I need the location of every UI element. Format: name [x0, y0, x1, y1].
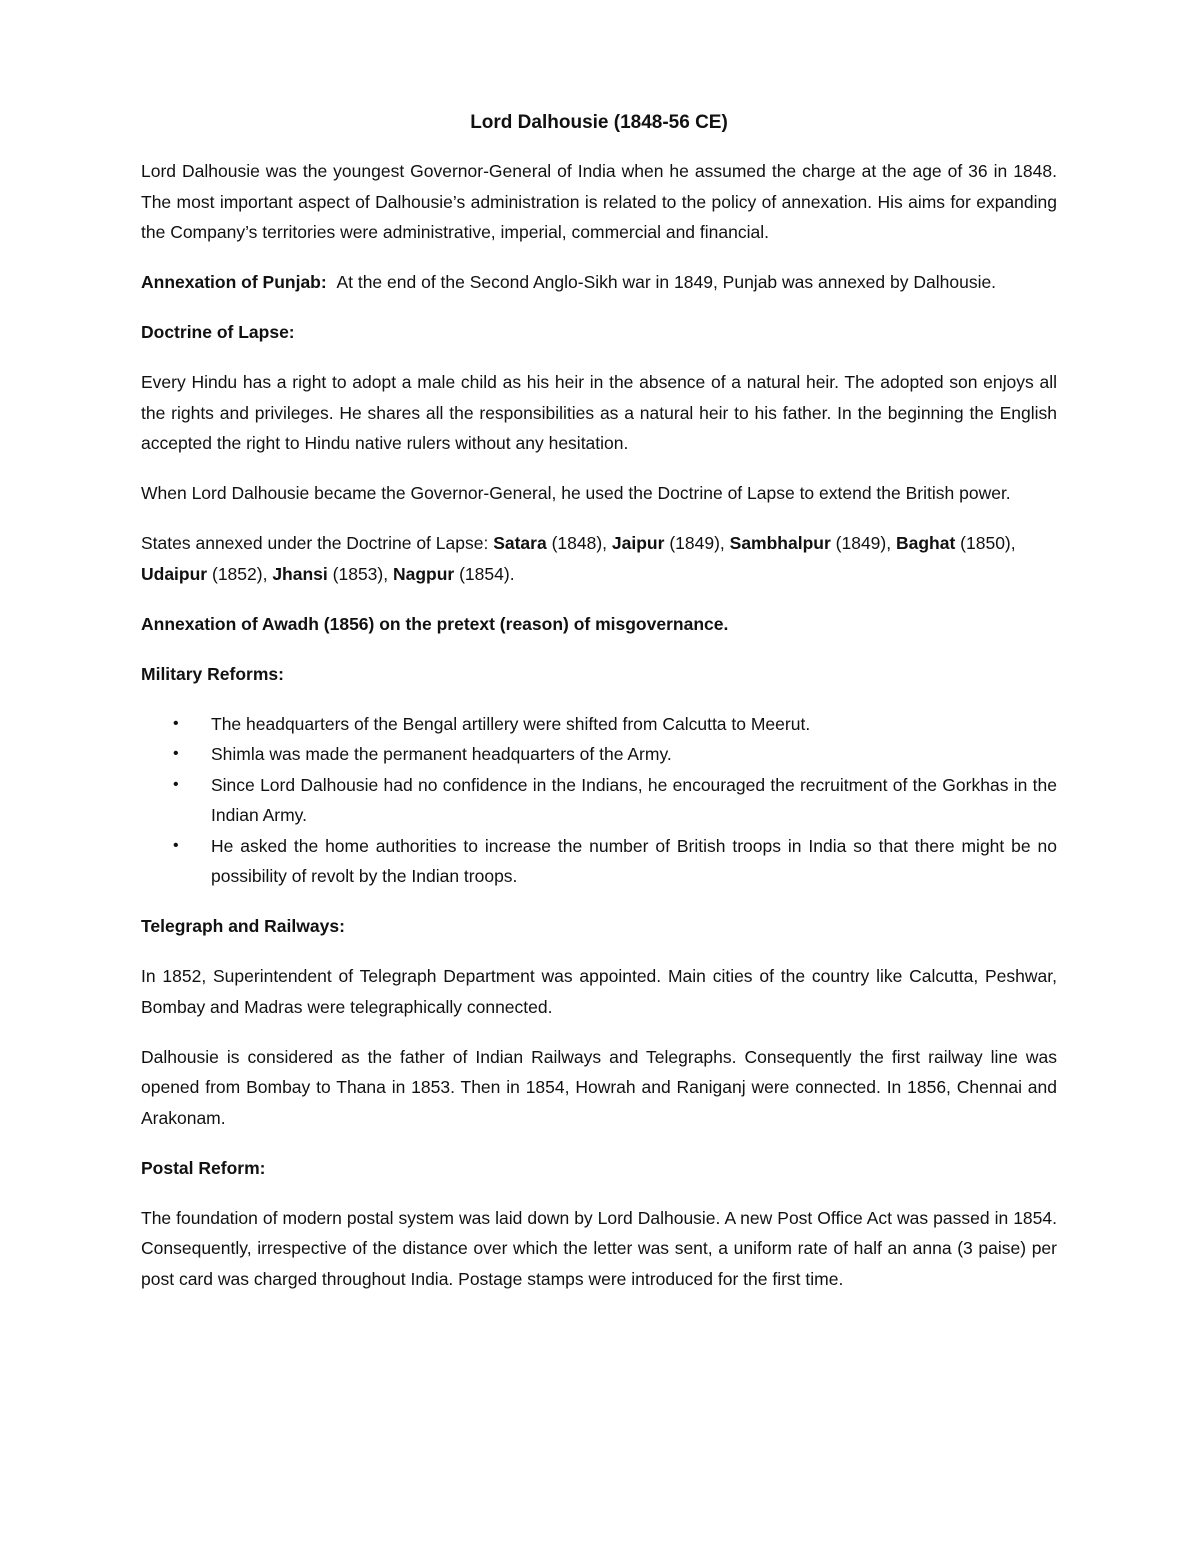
state-year: (1850) [960, 533, 1011, 553]
page-title: Lord Dalhousie (1848-56 CE) [470, 112, 728, 133]
list-item-text: The headquarters of the Bengal artillery were shifted from Calcutta to Meerut. [211, 713, 811, 734]
state-year: (1849) [669, 533, 720, 553]
bullet-icon: • [173, 745, 179, 762]
lapse-heading: Doctrine of Lapse: [141, 322, 295, 342]
lapse-paragraph-1: Every Hindu has a right to adopt a male child as his heir in the absence of a natural heir. The adopted son enjoys all the rights and privileges. He shares all the responsibilities as a natural heir to his father. In the beginning the English accepted the right to Hindu native rulers without any hesitation. [141, 372, 1057, 453]
list-item [141, 770, 1057, 831]
military-list [141, 709, 1057, 892]
punjab-text: At the end of the Second Anglo-Sikh war in 1849, Punjab was annexed by Dalhousie. [336, 272, 997, 292]
state-name: Baghat [895, 533, 956, 553]
state-name: Udaipur [141, 563, 208, 584]
awadh-heading: Annexation of Awadh (1856) on the pretext (reason) of misgovernance. [141, 613, 729, 634]
states-paragraph: States annexed under the Doctrine of Lapse: Satara (1848), Jaipur (1849), Sambhalpur (1849), Baghat (1850), Udaipur (1852), Jhansi (1853), Nagpur (1854). [141, 533, 1016, 584]
list-item [141, 739, 1057, 770]
telegraph-paragraph-2: Dalhousie is considered as the father of Indian Railways and Telegraphs. Consequently the first railway line was opened from Bombay to Thana in 1853. Then in 1854, Howrah and Raniganj were connected. In 1856, Chennai and Arakonam. [141, 1046, 1057, 1128]
state-name: Satara [493, 533, 547, 553]
punjab-heading: Annexation of Punjab: [141, 272, 327, 292]
telegraph-paragraph-1: In 1852, Superintendent of Telegraph Department was appointed. Main cities of the country like Calcutta, Peshwar, Bombay and Madras were telegraphically connected. [141, 966, 1057, 1017]
bullet-icon: • [173, 836, 179, 854]
lapse-paragraph-2: When Lord Dalhousie became the Governor-General, he used the Doctrine of Lapse to extend the British power. [141, 483, 1011, 503]
intro-paragraph: Lord Dalhousie was the youngest Governor-General of India when he assumed the charge at the age of 36 in 1848. The most important aspect of Dalhousie’s administration is related to the policy of annexation. His aims for expanding the Company’s territories were administrative, imperial, commercial and financial. [141, 161, 1057, 242]
list-item-text: Since Lord Dalhousie had no confidence in the Indians, he encouraged the recruitment of the Gorkhas in the Indian Army. [211, 774, 1057, 825]
bullet-icon: • [173, 775, 179, 793]
document-body [141, 110, 1057, 1314]
state-name: Jhansi [272, 563, 328, 584]
states-intro: States annexed under the Doctrine of Lapse: [141, 533, 494, 553]
list-item [141, 831, 1057, 892]
list-item-text: He asked the home authorities to increase the number of British troops in India so that there might be no possibility of revolt by the Indian troops. [211, 835, 1057, 886]
state-year: (1849) [835, 533, 887, 553]
state-year: (1852) [212, 563, 263, 584]
list-item-text: Shimla was made the permanent headquarters of the Army. [211, 744, 672, 764]
telegraph-heading: Telegraph and Railways: [141, 916, 345, 936]
list-item [141, 709, 1057, 740]
state-name: Jaipur [611, 533, 665, 553]
postal-paragraph: The foundation of modern postal system was laid down by Lord Dalhousie. A new Post Office Act was passed in 1854. Consequently, irrespective of the distance over which the letter was sent, a uniform rate of half an anna (3 paise) per post card was charged throughout India. Postage stamps were introduced for the first time. [141, 1207, 1057, 1289]
state-name: Sambhalpur [729, 533, 831, 553]
state-year: (1854) [459, 563, 510, 584]
state-year: (1853) [332, 563, 384, 584]
postal-heading: Postal Reform: [141, 1157, 266, 1178]
state-name: Nagpur [392, 563, 455, 584]
state-year: (1848) [551, 533, 603, 553]
bullet-icon: • [173, 714, 179, 732]
military-heading: Military Reforms: [141, 663, 284, 684]
punjab-paragraph [141, 267, 1057, 298]
